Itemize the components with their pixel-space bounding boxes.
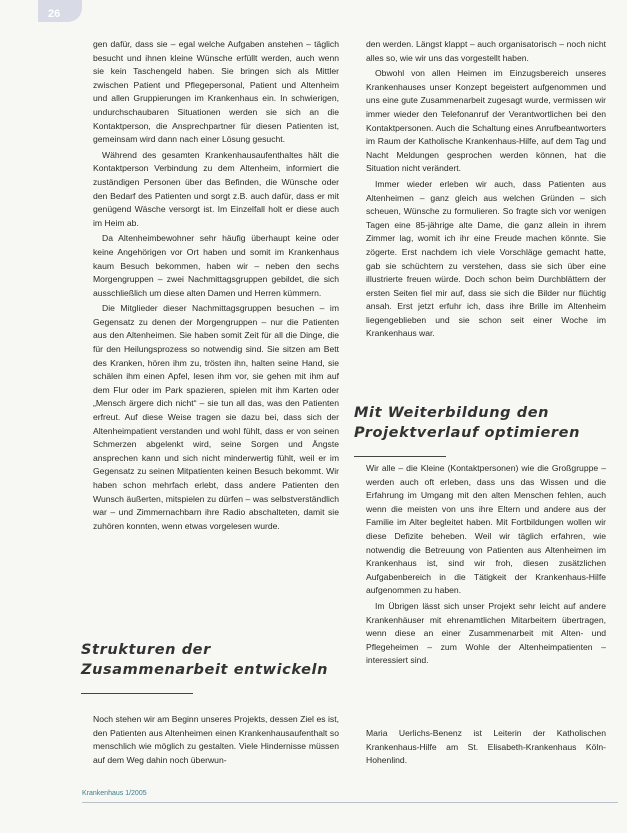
- heading-text: Strukturen der Zusammenarbeit entwickeln: [81, 642, 329, 678]
- paragraph: Die Mitglieder dieser Nachmittagsgruppen besuchen – im Gegensatz zu denen der Morgengruppen – nur die Patienten aus den Altenheimen. Sie haben somit Zeit für all die Dinge, die für den Heilungsprozess so notwendig sind. Sie sitzen am Bett des Kranken, hören ihm zu, trösten ihn, halten seine Hand, sie schälen ihm einen Apfel, lesen ihm vor, sie gehen mit ihm auf dem Flur oder im Park spazieren, spielen mit ihm Karten oder „Mensch ärgere dich nicht“ – sie tun all das, was den Patienten erfreut. Auf diese Weise tragen sie dazu bei, dass sich der Altenheimpatient verstanden und wohl fühlt, dass er von seinen Schmerzen abgelenkt wird, seine Sorgen und Ängste ansprechen kann und sich nicht minderwertig fühlt, weil er im Gegensatz zu seinen Mitpatienten keinen Besuch bekommt. Wir haben schon mehrfach erlebt, dass andere Patienten den Wunsch äußerten, mitspielen zu dürfen – was selbstverständlich war – und Zimmernachbarn ihre Radio abschalteten, damit sie zuhören konnten, wenn etwas vorgelesen wurde.: [93, 303, 339, 531]
- paragraph: Wir alle – die Kleine (Kontaktpersonen) wie die Großgruppe – werden auch oft erleben, dass uns das Wissen und die Erfahrung im Umgang mit den alten Menschen fehlen, auch wenn die meisten von uns ihre Eltern und andere aus der Familie im Alter begleitet haben. Mit Fortbildungen wollen wir diese Defizite beheben. Weil wir täglich erfahren, wie notwendig die Betreuung von Patienten aus Altenheimen im Krankenhaus ist, sind wir froh, diesen zusätzlichen Aufgabenbereich in die Tätigkeit der Krankenhaus-Hilfe aufgenommen zu haben.: [366, 463, 606, 596]
- left-column-bottom: [93, 713, 339, 769]
- paragraph: Da Altenheimbewohner sehr häufig überhaupt keine oder keine Angehörigen vor Ort haben und somit im Krankenhaus kaum Besuch bekommen, haben wir – neben den sechs Morgengruppen – zwei Nachmittagsgruppen gebildet, die sich ausschließlich um diese alten Damen und Herren kümmern.: [93, 233, 339, 298]
- heading-text: Mit Weiterbildung den Projektverlauf optimieren: [354, 405, 581, 441]
- section-heading-strukturen: [81, 640, 351, 700]
- section-heading-weiterbildung: [354, 403, 614, 463]
- author-note: [366, 727, 606, 770]
- right-column-middle: [366, 462, 606, 670]
- page-number: 26: [48, 8, 61, 20]
- right-column-top: [366, 38, 606, 343]
- left-column-top: [93, 38, 339, 535]
- footer-publication: Krankenhaus 1/2005: [82, 790, 147, 797]
- footer-divider: [82, 802, 618, 803]
- paragraph: Immer wieder erleben wir auch, dass Patienten aus Altenheimen – ganz gleich aus welchen Gründen – sich scheuen, Wünsche zu formulieren. So fragte sich vor wenigen Tagen eine 85-jährige alte Dame, die ganz allein in ihrem Zimmer lag, womit ich ihr eine Freude machen könnte. Sie zögerte. Erst nachdem ich viele Vorschläge gemacht hatte, gab sie schüchtern zu verstehen, dass sie sich über eine illustrierte freuen würde. Doch schon beim Durchblättern der ersten Seiten fiel mir auf, dass sie sich die Bilder nur flüchtig ansah. Erst jetzt erfuhr ich, dass ihre Brille im Altenheim liegengeblieben und sie schon seit einer Woche im Krankenhaus war.: [366, 178, 606, 339]
- heading-underline: [354, 455, 446, 457]
- paragraph: Noch stehen wir am Beginn unseres Projekts, dessen Ziel es ist, den Patienten aus Altenheimen einen Krankenhausaufenthalt so menschlich wie möglich zu gestalten. Viele Hindernisse müssen auf dem Weg dahin noch überwun-: [93, 714, 339, 765]
- paragraph: Während des gesamten Krankenhausaufenthaltes hält die Kontaktperson Verbindung zu dem Altenheim, informiert die zuständigen Personen über das Befinden, die Wünsche oder den Bedarf des Patienten und sorgt z.B. auch dafür, dass er mit genügend Wäsche versorgt ist. Im Einzelfall holt er diese auch im Heim ab.: [93, 149, 339, 228]
- heading-underline: [81, 692, 193, 694]
- paragraph: Obwohl von allen Heimen im Einzugsbereich unseres Krankenhauses unser Konzept begeistert aufgenommen und uns eine gute Zusammenarbeit zugesagt wurde, vermissen wir immer wieder den Telefonanruf der Verantwortlichen bei den Kontaktpersonen. Auch die Schaltung eines Anrufbeantworters im Raum der Katholische Krankenhaus-Hilfe, auf dem Tag und Nacht Meldungen gesprochen werden können, hat die Situation nicht verändert.: [366, 68, 606, 174]
- paragraph: gen dafür, dass sie – egal welche Aufgaben anstehen – täglich besucht und ihnen kleine Wünsche erfüllt werden, auch wenn sie kein Taschengeld haben. Sie bringen sich als Mittler zwischen Patient und Pflegepersonal, Patient und Altenheim und allen Gruppierungen im Krankenhaus ein. In schwierigen, undurchschaubaren Situationen werden sie sich an die Kontaktperson, die Ansprechpartner für diesen Patienten ist, gemeinsam wird dann nach einer Lösung gesucht.: [93, 39, 339, 145]
- paragraph: Im Übrigen lässt sich unser Projekt sehr leicht auf andere Krankenhäuser mit ehrenamtlichen Mitarbeitern übertragen, wenn diese an einer Zusammenarbeit mit Alten- und Pflegeheimen – zum Wohle der Altenheimpatienten – interessiert sind.: [366, 600, 606, 666]
- paragraph: Maria Uerlichs-Benenz ist Leiterin der Katholischen Krankenhaus-Hilfe am St. Elisabeth-Krankenhaus Köln-Hohenlind.: [366, 728, 606, 766]
- paragraph: den werden. Längst klappt – auch organisatorisch – noch nicht alles so, wie wir uns das vorgestellt haben.: [366, 39, 606, 63]
